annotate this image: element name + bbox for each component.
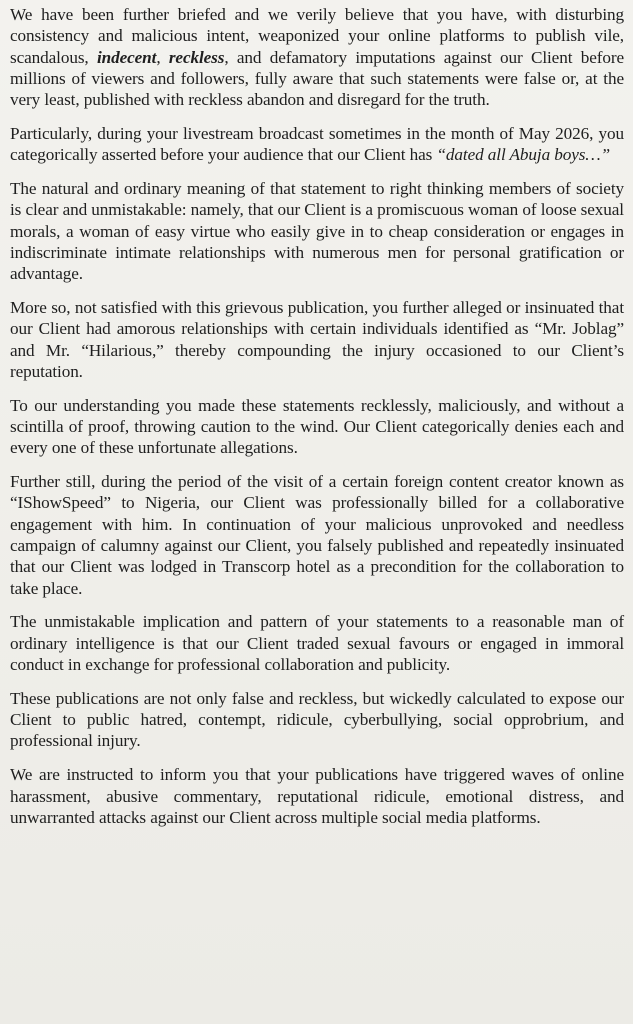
document-body bbox=[10, 4, 624, 828]
paragraph-text: We are instructed to inform you that your publications have triggered waves of online harassment, abusive commentary, reputational ridicule, emotional distress, and unwarranted attacks against our Client across multiple social media platforms. bbox=[10, 765, 624, 827]
paragraph-text: , and defamatory imputations against our Client before millions of viewers and followers, fully aware that such statements were false or, at the very least, published with reckless abandon and disregard for the truth. bbox=[10, 47, 624, 110]
paragraph bbox=[10, 178, 624, 284]
paragraph-text: These publications are not only false and reckless, but wickedly calculated to expose our Client to public hatred, contempt, ridicule, cyberbullying, social opprobrium, and professional injury. bbox=[10, 688, 624, 751]
paragraph-text: We have been further briefed and we verily believe that you have, with disturbing consistency and malicious intent, weaponized your online platforms to publish vile, scandalous, bbox=[10, 5, 624, 67]
paragraph-text: Further still, during the period of the visit of a certain foreign content creator known as “IShowSpeed” to Nigeria, our Client was professionally billed for a collaborative engagement with him. In continuation of your malicious unprovoked and needless campaign of calumny against our Client, you falsely published and repeatedly insinuated that our Client was lodged in Transcorp hotel as a precondition for the collaboration to take place. bbox=[10, 472, 624, 598]
paragraph bbox=[10, 4, 624, 110]
paragraph-text: Particularly, during your livestream broadcast sometimes in the month of May 2026, you categorically asserted before your audience that our Client has bbox=[10, 123, 624, 165]
paragraph bbox=[10, 297, 624, 382]
paragraph-text: The unmistakable implication and pattern of your statements to a reasonable man of ordinary intelligence is that our Client traded sexual favours or engaged in immoral conduct in exchange for professional collaboration and publicity. bbox=[10, 612, 624, 675]
emphasized-text: indecent bbox=[96, 47, 157, 67]
emphasized-text: reckless bbox=[168, 47, 225, 67]
paragraph-text: To our understanding you made these statements recklessly, maliciously, and without a scintilla of proof, throwing caution to the wind. Our Client categorically denies each and every one of these unfortunate allegations. bbox=[10, 395, 624, 458]
paragraph bbox=[10, 471, 624, 599]
paragraph-text: The natural and ordinary meaning of that statement to right thinking members of society is clear and unmistakable: namely, that our Client is a promiscuous woman of loose sexual morals, a woman of easy virtue who easily give in to cheap consideration or engages in indiscriminate intimate relationships with numerous men for personal gratification or advantage. bbox=[10, 179, 624, 284]
paragraph bbox=[10, 123, 624, 166]
paragraph bbox=[10, 688, 624, 752]
paragraph bbox=[10, 611, 624, 675]
quoted-text: “dated all Abuja boys…” bbox=[436, 145, 611, 165]
paragraph-text: , bbox=[156, 47, 169, 67]
paragraph bbox=[10, 764, 624, 828]
paragraph-text: More so, not satisfied with this grievous publication, you further alleged or insinuated that our Client had amorous relationships with certain individuals identified as “Mr. Joblag” and Mr. “Hilarious,” thereby compounding the injury occasioned to our Client’s reputation. bbox=[10, 298, 624, 381]
paragraph bbox=[10, 395, 624, 459]
